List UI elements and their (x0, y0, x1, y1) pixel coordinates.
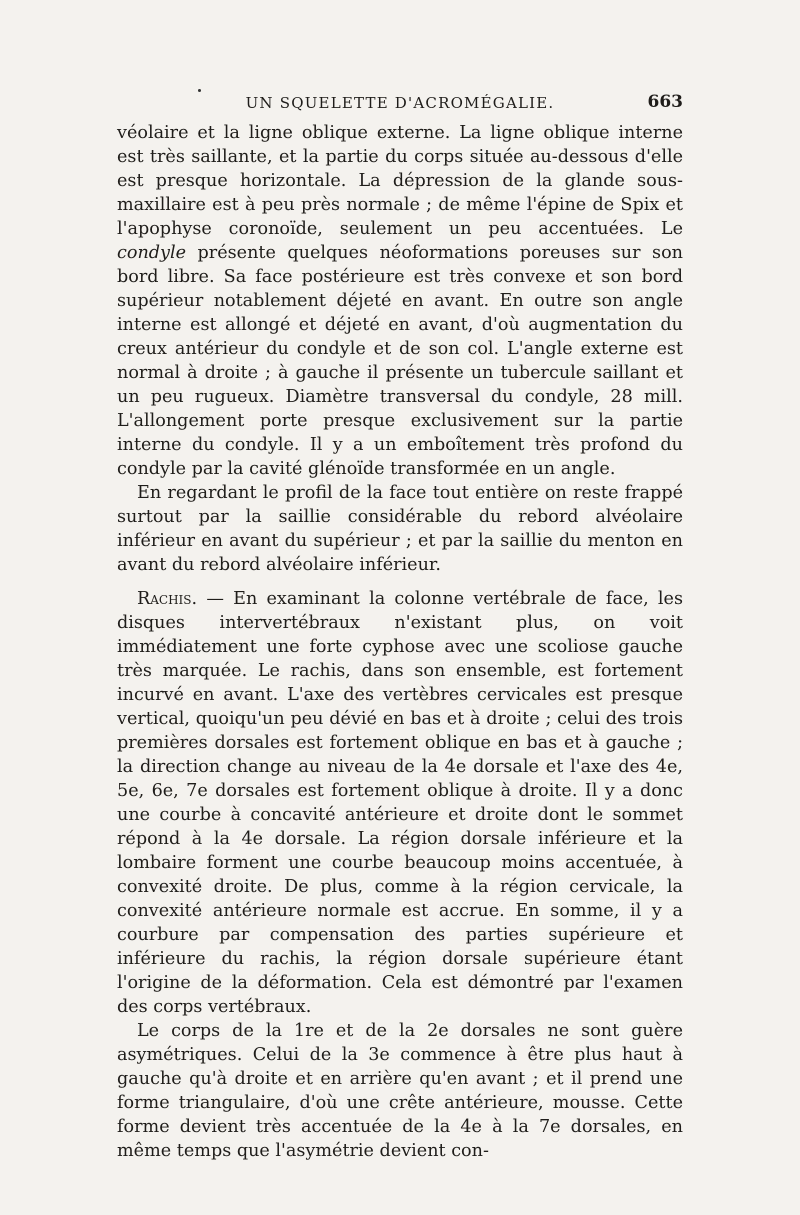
text-run-italic: condyle (117, 243, 187, 263)
paragraph (117, 1019, 683, 1163)
text-run: Le corps de la 1re et de la 2e dorsales ne sont guère asymétriques. Celui de la 3e commence à être plus haut à gauche qu'à droite et en arrière qu'en avant ; et il prend une forme triangulaire, d'où une crête antérieure, mousse. Cette forme devient très accentuée de la 4e à la 7e dorsales, en même temps que l'asymétrie devient con- (117, 1021, 683, 1161)
text-run: En regardant le profil de la face tout entière on reste frappé surtout par la saillie considérable du rebord alvéolaire inférieur en avant du supérieur ; et par la saillie du menton en avant du rebord alvéolaire inférieur. (117, 483, 683, 575)
body-text (117, 121, 683, 1163)
text-run: — En examinant la colonne vertébrale de face, les disques intervertébraux n'existant plus, on voit immédiatement une forte cyphose avec une scoliose gauche très marquée. Le rachis, dans son ensemble, est fortement incurvé en avant. L'axe des vertèbres cervicales est presque vertical, quoiqu'un peu dévié en bas et à droite ; celui des trois premières dorsales est fortement oblique en bas et à gauche ; la direction change au niveau de la 4e dorsale et l'axe des 4e, 5e, 6e, 7e dorsales est fortement oblique à droite. Il y a donc une courbe à concavité antérieure et droite dont le sommet répond à la 4e dorsale. La région dorsale inférieure et la lombaire forment une courbe beaucoup moins accentuée, à convexité droite. De plus, comme à la région cervicale, la convexité antérieure normale est accrue. En somme, il y a courbure par compensation des parties supérieure et inférieure du rachis, la région dorsale supérieure étant l'origine de la déformation. Cela est démontré par l'examen des corps vertébraux. (117, 589, 683, 1017)
paragraph (117, 587, 683, 1019)
paragraph (117, 121, 683, 481)
page-number: 663 (647, 92, 683, 112)
running-head (117, 94, 683, 120)
text-run: véolaire et la ligne oblique externe. La ligne oblique interne est très saillante, et la partie du corps située au-dessous d'elle est presque horizontale. La dépression de la glande sous-maxillaire est à peu près normale ; de même l'épine de Spix et l'apophyse coronoïde, seulement un peu accentuées. Le (117, 123, 683, 239)
paragraph (117, 481, 683, 577)
running-title: UN SQUELETTE D'ACROMÉGALIE. (245, 94, 555, 112)
text-run: présente quelques néoformations poreuses sur son bord libre. Sa face postérieure est très convexe et son bord supérieur notablement déjeté en avant. En outre son angle interne est allongé et déjeté en avant, d'où augmentation du creux antérieur du condyle et de son col. L'angle externe est normal à droite ; à gauche il présente un tubercule saillant et un peu rugueux. Diamètre transversal du condyle, 28 mill. L'allongement porte presque exclusivement sur la partie interne du condyle. Il y a un emboîtement très profond du condyle par la cavité glénoïde transformée en un angle. (117, 243, 683, 479)
print-speck (198, 89, 201, 92)
section-heading-rachis: Rachis. (137, 589, 198, 609)
